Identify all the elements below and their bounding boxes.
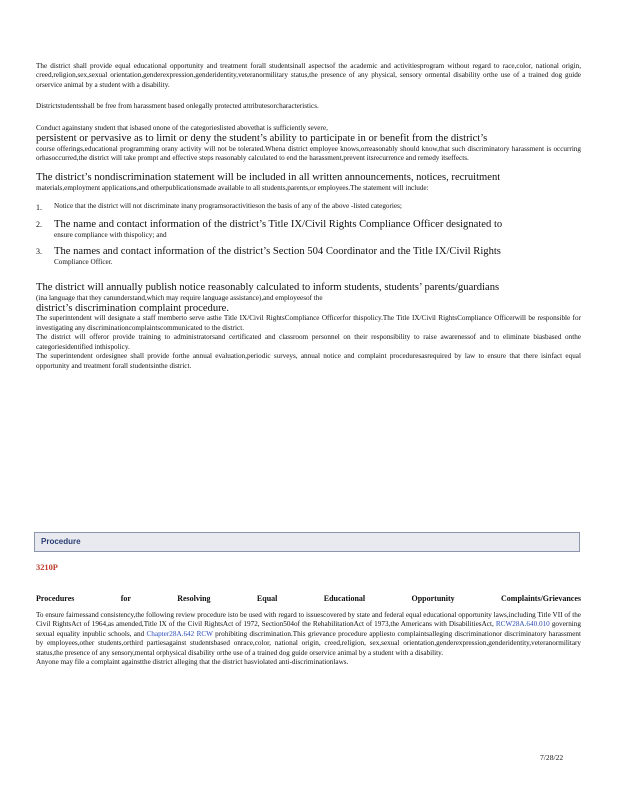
list-text: Notice that the district will not discriminate inany programsoractivitieson the basis of any of the above -listed categories; bbox=[54, 202, 402, 211]
list-text: Compliance Officer. bbox=[54, 257, 113, 266]
procedure-body bbox=[36, 611, 581, 667]
policy-body bbox=[36, 62, 581, 371]
list-text: The name and contact information of the district’s Title IX/Civil Rights Compliance Officer designated to bbox=[54, 219, 503, 231]
chapter-link[interactable]: Chapter28A.642 RCW bbox=[146, 629, 213, 638]
list-item bbox=[36, 219, 581, 240]
list-number: 1. bbox=[36, 203, 42, 213]
list-text: The names and contact information of the district’s Section 504 Coordinator and the Title IX/Civil Rights bbox=[54, 246, 501, 258]
policy-paragraph-line: The district will annually publish notice reasonably calculated to inform students, students’ parents/guardians bbox=[36, 282, 500, 294]
statement-requirements-list bbox=[36, 202, 581, 267]
policy-paragraph-line: district’s discrimination complaint procedure. bbox=[36, 302, 229, 314]
procedure-heading: Procedures for Resolving Equal Educational Opportunity Complaints/Grievances bbox=[36, 594, 581, 603]
procedure-text: prohibiting discrimination.This grievance procedure appliesto complaintsalleging discriminationor discriminatory harassment by employees,other students,orthird partiesagainst studentsbased onrace,color, national origin, creed,religion, sex,sexual orientation,genderexpression,genderidentity,veteranormilitary status,the presence of any sensory,mental orphysical disability orthe use of a trained dog guide orservice animal by a student with a disability. bbox=[36, 629, 581, 657]
list-item bbox=[36, 246, 581, 267]
procedure-section-bar bbox=[34, 532, 580, 552]
list-number: 3. bbox=[36, 247, 42, 257]
policy-paragraph: The district will offeror provide training to administratorsand certificated and classroom personnel on their responsibility to raise awarenessof and to eliminate biasbased onthe categoriesidentified inthispolicy. bbox=[36, 333, 581, 351]
policy-paragraph: materials,employment applications,and otherpublicationsmade available to all students,parents,or employees.The statement will include: bbox=[36, 183, 429, 192]
rcw-link[interactable]: RCW28A.640.010 bbox=[495, 620, 550, 629]
procedure-text: governing sexual equality inpublic schools, and bbox=[36, 620, 581, 638]
policy-paragraph-line: (ina language that they canunderstand,which may require language assistance),and employeesof the bbox=[36, 293, 323, 302]
procedure-text: To ensure fairnessand consistency,the following review procedure isto be used with regard to issuescovered by state and federal equal educational opportunity laws,including Title VII of the Civil RightsAct of 1964,as amended,Title IX of the Civil RightsAct of 1972, Section504of the RehabilitationAct of 1973,the Americans with DisabilitiesAct, bbox=[36, 611, 581, 629]
policy-paragraph: course offerings,educational programming orany activity will not be tolerated.Whena district employee knows,orreasonably should know,that such discriminatory harassment is occurring orhasoccurred,the district will take prompt and effective steps reasonably calculated to end the harassment,prevent itsrecurrence and remedy itseffects. bbox=[36, 144, 581, 162]
list-number: 2. bbox=[36, 220, 42, 230]
policy-paragraph-line: The district’s nondiscrimination statement will be included in all written announcements, notices, recruitment bbox=[36, 172, 501, 184]
policy-paragraph-line: persistent or pervasive as to limit or deny the student’s ability to participate in or benefit from the district’s bbox=[36, 133, 488, 145]
policy-paragraph: The superintendent ordesignee shall provide forthe annual evaluation,periodic surveys, annual notice and complaint proceduresasrequired by law to ensure that there isinfact equal opportunity and treatment forall studentsinthe district. bbox=[36, 352, 581, 370]
procedure-paragraph bbox=[36, 611, 581, 658]
list-text: ensure compliance with thispolicy; and bbox=[54, 230, 167, 239]
list-item bbox=[36, 202, 581, 213]
policy-paragraph: The superintendent will designate a staff memberto serve asthe Title IX/Civil RightsCompliance Officerfor thispolicy.The Title IX/Civil RightsCompliance Officerwill be responsible for investigating any discriminationcomplaintscommunicated to the district. bbox=[36, 314, 581, 332]
footer-date: 7/28/22 bbox=[540, 753, 564, 762]
procedure-paragraph: Anyone may file a complaint againstthe district alleging that the district hasviolated anti-discriminationlaws. bbox=[36, 658, 349, 667]
procedure-bar-label: Procedure bbox=[41, 537, 81, 546]
policy-paragraph: The district shall provide equal educational opportunity and treatment forall studentsinall aspectsof the academic and activitiesprogram without regard to race,color, national origin, creed,religion,sex,sexual orientation,genderexpression,genderidentity,veteranormilitary status,the presence of any physical, sensory ormental disability orthe use of a trained dog guide orservice animal by a student with a disability. bbox=[36, 62, 581, 89]
policy-paragraph: Districtstudentsshall be free from harassment based onlegally protected attributesorcharacteristics. bbox=[36, 102, 319, 111]
policy-paragraph-line: Conduct againstany student that isbased onone of the categorieslisted abovethat is sufficiently severe, bbox=[36, 123, 328, 132]
policy-code: 3210P bbox=[36, 563, 58, 572]
